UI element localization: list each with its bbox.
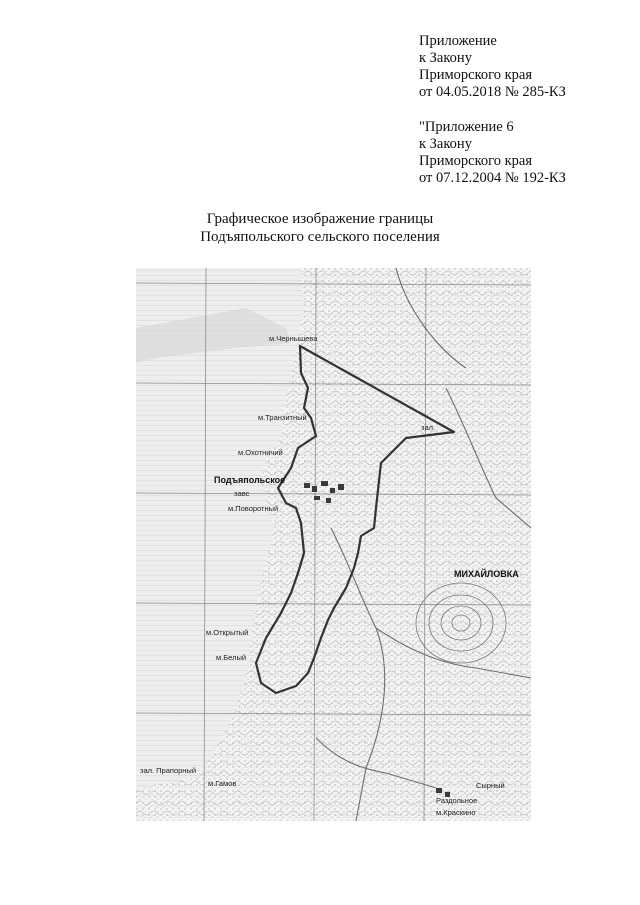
map-label-cape-gamov: м.Гамов	[208, 779, 237, 788]
appendix-date: от 04.05.2018 № 285-КЗ	[419, 84, 566, 100]
map-svg	[136, 268, 531, 821]
title-line-2: Подъяпольского сельского поселения	[200, 229, 440, 245]
map-label-settlement-sub: завс	[234, 489, 250, 498]
map-label-bay: зал. Прапорный	[140, 766, 197, 775]
appendix-region: Приморского края	[419, 67, 533, 83]
map-label-cape-otkryty: м.Открытый	[206, 628, 249, 637]
map-label-razdolnoe: Раздольное	[436, 796, 478, 805]
appendix-title: "Приложение 6	[419, 119, 514, 135]
map-label-kraskino: м.Краскино	[436, 808, 476, 817]
document-title	[0, 210, 640, 246]
appendix-law-ref: к Закону	[419, 136, 472, 152]
map-label-cape-south: м.Белый	[216, 653, 247, 662]
map-label-cape-povorotny: м.Поворотный	[228, 504, 279, 513]
appendix-header-amended	[419, 119, 566, 187]
map-label-cape-tranzit: м.Транзитный	[258, 413, 307, 422]
map-label-cape-north: м.Чернышева	[269, 334, 318, 343]
boundary-map	[136, 268, 531, 821]
appendix-title: Приложение	[419, 33, 497, 49]
title-line-1: Графическое изображение границы	[206, 211, 434, 227]
appendix-law-ref: к Закону	[419, 50, 472, 66]
map-label-region: МИХАЙЛОВКА	[454, 569, 519, 579]
map-label-hill: Сырный	[476, 781, 505, 790]
map-label-upper: зал.	[421, 423, 436, 432]
map-label-settlement: Подъяпольское	[214, 475, 286, 485]
map-label-cape-okhotny: м.Охотничий	[238, 448, 283, 457]
appendix-header-current	[419, 33, 566, 101]
appendix-region: Приморского края	[419, 153, 533, 169]
appendix-date: от 07.12.2004 № 192-КЗ	[419, 170, 566, 186]
